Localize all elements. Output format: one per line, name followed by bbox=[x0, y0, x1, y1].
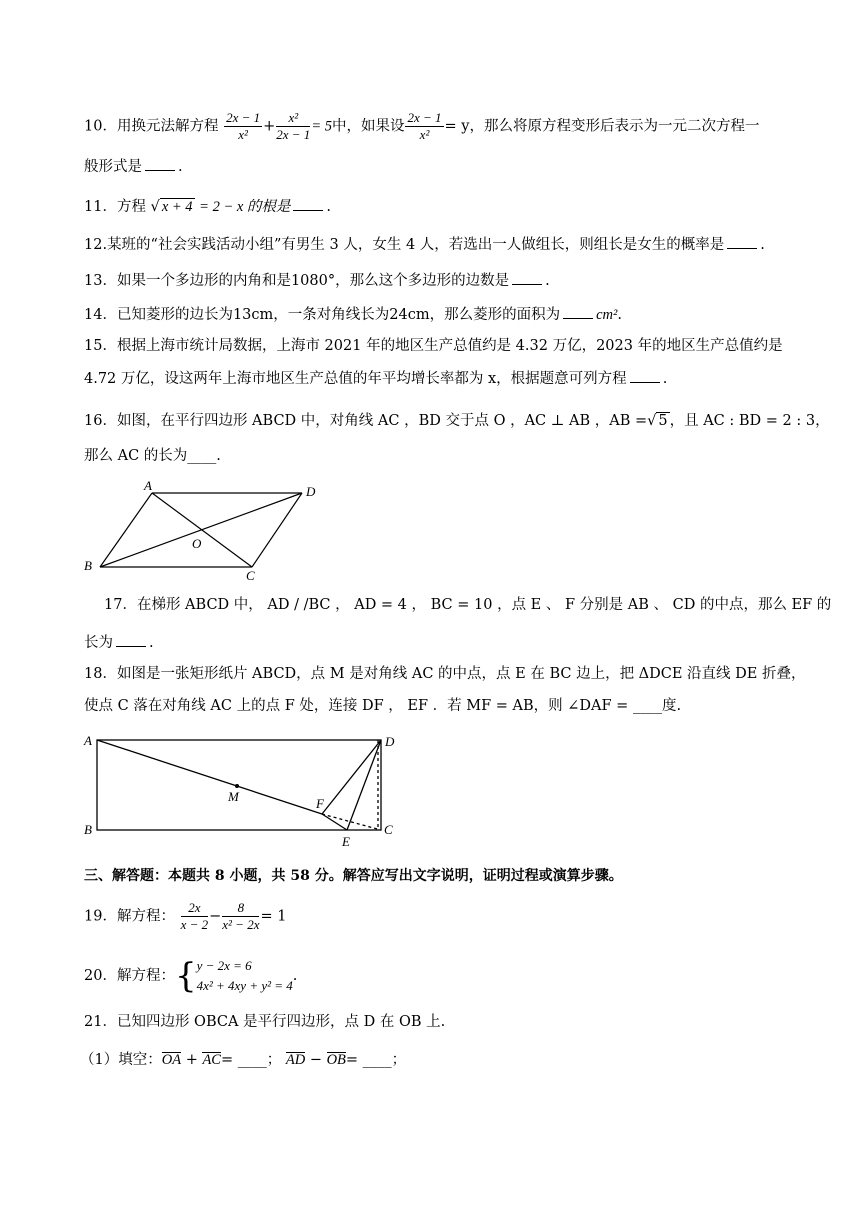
q12-end: . bbox=[760, 237, 765, 253]
q18-number: 18． bbox=[84, 666, 117, 682]
vector-AD: AD bbox=[285, 1052, 306, 1068]
q21-number: 21． bbox=[84, 1014, 117, 1030]
question-16-line1: 16．如图，在平行四边形 ABCD 中，对角线 AC ，BD 交于点 O ，AC ⊥ AB ，AB =√ 5 ，且 AC : BD = 2 : 3， bbox=[84, 413, 830, 429]
q18-line1: 如图是一张矩形纸片 ABCD，点 M 是对角线 AC 的中点，点 E 在 BC 边上，把 ΔDCE 沿直线 DE 折叠， bbox=[116, 666, 806, 682]
question-19 bbox=[84, 900, 286, 933]
q21-plus: + bbox=[185, 1052, 198, 1068]
question-21 bbox=[84, 1012, 445, 1032]
fig16-label-D: D bbox=[306, 484, 316, 499]
q14-unit: cm² bbox=[596, 307, 618, 323]
q19-eq: = 1 bbox=[260, 908, 287, 925]
q19-text: 解方程： bbox=[116, 908, 175, 925]
q13-end: . bbox=[545, 273, 550, 289]
figure-16-parallelogram bbox=[80, 478, 340, 586]
q16-line2: 那么 AC 的长为____. bbox=[84, 448, 221, 464]
q10-text-a: 用换元法解方程 bbox=[116, 118, 219, 135]
q17-end: . bbox=[149, 635, 154, 651]
q11-radicand: x + 4 bbox=[161, 199, 193, 215]
q16-line1b: ，且 AC : BD = 2 : 3， bbox=[669, 413, 830, 429]
q10-answer-blank[interactable] bbox=[145, 156, 175, 171]
q17-number: 17． bbox=[104, 597, 137, 613]
q11-number: 11． bbox=[84, 199, 117, 215]
question-10 bbox=[84, 110, 759, 143]
question-12 bbox=[84, 234, 765, 255]
q13-number: 13． bbox=[84, 273, 117, 289]
fig16-label-B: B bbox=[84, 558, 92, 573]
q15-line2: 4.72 万亿，设这两年上海市地区生产总值的年平均增长率都为 x，根据题意可列方程 bbox=[84, 371, 627, 387]
q10-text-b: 中，如果设 bbox=[331, 118, 405, 135]
q11-text-b: = 2 − x 的根是 bbox=[199, 199, 291, 215]
q10-text-c: = y，那么将原方程变形后表示为一元二次方程一 bbox=[444, 118, 760, 135]
q21-1-label: （1）填空： bbox=[80, 1052, 162, 1068]
fig16-label-A: A bbox=[144, 478, 152, 493]
question-14 bbox=[84, 304, 622, 325]
fig16-label-C: C bbox=[246, 568, 255, 583]
q21-eq1: = ____； bbox=[220, 1052, 282, 1068]
q20-number: 20． bbox=[84, 968, 117, 984]
q10-plus: + bbox=[263, 118, 276, 135]
q20-system: y − 2x = 6 4x² + 4xy + y² = 4 bbox=[196, 958, 293, 993]
q14-text: 已知菱形的边长为13cm，一条对角线长为24cm，那么菱形的面积为 bbox=[116, 307, 561, 323]
q16-number: 16． bbox=[84, 413, 117, 429]
question-20: 20．解方程：{ y − 2x = 6 4x² + 4xy + y² = 4 . bbox=[84, 956, 298, 996]
q15-end: . bbox=[662, 371, 668, 387]
vector-AC: AC bbox=[202, 1052, 221, 1068]
q11-answer-blank[interactable] bbox=[293, 196, 323, 211]
q11-text-a: 方程 bbox=[116, 199, 146, 215]
q10-number: 10． bbox=[84, 118, 117, 135]
q21-minus: − bbox=[309, 1052, 322, 1068]
section-3-heading: 三、解答题：本题共 8 小题，共 58 分。解答应写出文字说明，证明过程或演算步骤。 bbox=[84, 868, 623, 884]
q12-answer-blank[interactable] bbox=[727, 234, 757, 249]
vector-OB: OB bbox=[326, 1052, 346, 1068]
fig18-label-D: D bbox=[385, 734, 395, 749]
q19-fraction-2: $\frac{8}{\text{x² − 2x}}$ bbox=[222, 900, 260, 932]
q17-answer-blank[interactable] bbox=[116, 632, 146, 647]
q16-radicand: 5 bbox=[658, 413, 668, 429]
question-18-line1 bbox=[84, 664, 806, 684]
question-15-line2 bbox=[84, 368, 667, 389]
q10-end: . bbox=[178, 159, 183, 175]
q19-minus: − bbox=[209, 908, 222, 925]
fig18-label-A: A bbox=[84, 733, 92, 748]
q13-text: 如果一个多边形的内角和是1080°，那么这个多边形的边数是 bbox=[116, 273, 510, 289]
fig18-label-E: E bbox=[342, 834, 350, 849]
q17-line2: 长为 bbox=[84, 635, 113, 651]
figure-18-rectangle bbox=[82, 730, 402, 850]
q20-end: . bbox=[292, 968, 298, 984]
fig18-label-C: C bbox=[384, 822, 393, 837]
q10-fraction-3: $\frac{2x - 1}{\text{x²}}$ bbox=[407, 110, 442, 142]
question-17-line1 bbox=[104, 595, 831, 615]
q14-number: 14． bbox=[84, 307, 117, 323]
q12-number: 12. bbox=[84, 237, 108, 253]
question-11: 11．方程 √ x + 4 = 2 − x 的根是 . bbox=[84, 196, 331, 217]
vector-OA: OA bbox=[161, 1052, 182, 1068]
q10-fraction-2: $\frac{\text{x²}}{2x - 1}$ bbox=[276, 110, 311, 142]
fig16-label-O: O bbox=[192, 536, 202, 551]
q13-answer-blank[interactable] bbox=[512, 270, 542, 285]
fig18-label-B: B bbox=[84, 822, 92, 837]
fig18-label-F: F bbox=[316, 796, 324, 811]
q19-fraction-1: $\frac{2x}{x - 2}$ bbox=[180, 900, 209, 932]
question-10-line2 bbox=[84, 156, 183, 177]
q15-line1: 根据上海市统计局数据，上海市 2021 年的地区生产总值约是 4.32 万亿，2023 年的地区生产总值约是 bbox=[116, 338, 783, 354]
q10-line2: 般形式是 bbox=[84, 159, 142, 175]
question-21-part1 bbox=[80, 1050, 406, 1070]
q21-text: 已知四边形 OBCA 是平行四边形，点 D 在 OB 上. bbox=[116, 1014, 446, 1030]
q14-end: . bbox=[617, 307, 622, 323]
q10-fraction-1: $\frac{2x - 1}{\text{x²}}$ bbox=[226, 110, 261, 142]
question-15-line1 bbox=[84, 336, 783, 356]
q15-number: 15． bbox=[84, 338, 117, 354]
q17-line1: 在梯形 ABCD 中， AD / /BC ， AD = 4 ， BC = 10 ，点 E 、 F 分别是 AB 、 CD 的中点，那么 EF 的 bbox=[136, 597, 832, 613]
fig18-label-M: M bbox=[228, 789, 239, 804]
q19-number: 19． bbox=[84, 908, 117, 925]
q21-eq2: = ____； bbox=[345, 1052, 407, 1068]
question-17-line2 bbox=[84, 632, 154, 653]
q20-text: 解方程： bbox=[116, 968, 175, 984]
q14-answer-blank[interactable] bbox=[563, 304, 593, 319]
q16-line1: 如图，在平行四边形 ABCD 中，对角线 AC ，BD 交于点 O ，AC ⊥ AB ，AB = bbox=[116, 413, 648, 429]
q11-end: . bbox=[326, 199, 332, 215]
question-18-line2 bbox=[84, 696, 681, 716]
q10-eq: = 5 bbox=[311, 118, 332, 135]
question-16-line2 bbox=[84, 446, 221, 466]
question-13 bbox=[84, 270, 550, 291]
q15-answer-blank[interactable] bbox=[630, 368, 660, 383]
q12-text: 某班的“社会实践活动小组”有男生 3 人，女生 4 人，若选出一人做组长，则组长是女生的概率是 bbox=[107, 237, 725, 253]
q18-line2: 使点 C 落在对角线 AC 上的点 F 处，连接 DF ， EF ．若 MF = AB，则 ∠DAF = ____度. bbox=[84, 698, 682, 714]
